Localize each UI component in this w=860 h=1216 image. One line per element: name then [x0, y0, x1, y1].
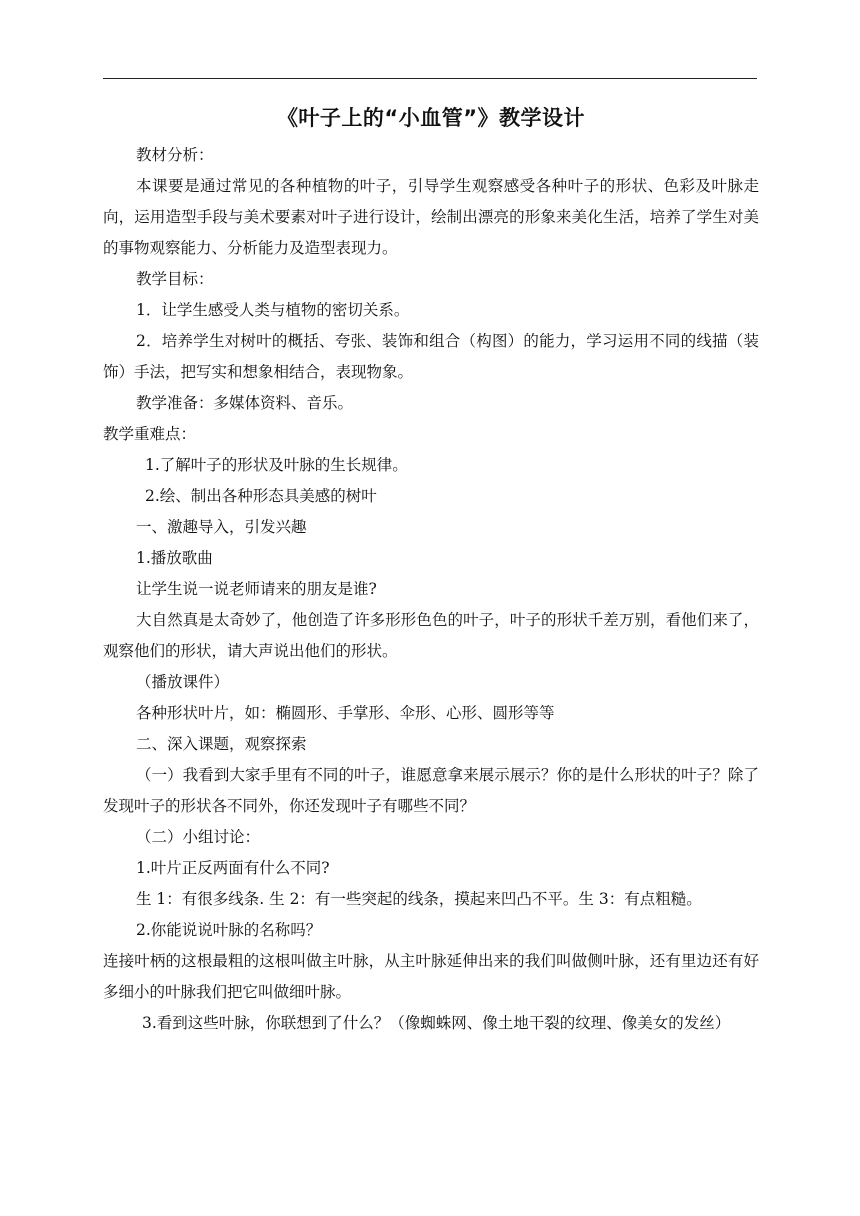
paragraph-group-discussion: （二）小组讨论：: [136, 828, 261, 846]
paragraph-key-point-1: 1.了解叶子的形状及叶脉的生长规律。: [145, 456, 408, 474]
document-body: [103, 100, 759, 1039]
paragraph-objectives-heading: 教学目标：: [136, 270, 214, 288]
paragraph-objective-2: 2．培养学生对树叶的概括、夸张、装饰和组合（构图）的能力，学习运用不同的线描（装饰）手法，把写实和想象相结合，表现物象。: [103, 332, 759, 381]
paragraph-play-song: 1.播放歌曲: [136, 549, 213, 567]
paragraph-section-1-heading: 一、激趣导入，引发兴趣: [136, 518, 307, 536]
paragraph-question-1: 1.叶片正反两面有什么不同?: [136, 859, 330, 877]
paragraph-question-3: 3.看到这些叶脉，你联想到了什么？（像蜘蛛网、像土地干裂的纹理、像美女的发丝）: [142, 1014, 731, 1032]
paragraph-vein-names: 连接叶柄的这根最粗的这根叫做主叶脉，从主叶脉延伸出来的我们叫做侧叶脉，还有里边还有好多细小的叶脉我们把它叫做细叶脉。: [103, 952, 759, 1001]
paragraph-leaf-shapes: 各种形状叶片，如：椭圆形、手掌形、伞形、心形、圆形等等: [136, 704, 555, 722]
paragraph-show-leaves: （一）我看到大家手里有不同的叶子，谁愿意拿来展示展示？你的是什么形状的叶子？除了发现叶子的形状各不同外，你还发现叶子有哪些不同？: [103, 766, 759, 815]
paragraph-nature-wonder: 大自然真是太奇妙了，他创造了许多形形色色的叶子，叶子的形状千差万别，看他们来了，观察他们的形状，请大声说出他们的形状。: [103, 611, 759, 660]
paragraph-textbook-analysis: 本课要是通过常见的各种植物的叶子，引导学生观察感受各种叶子的形状、色彩及叶脉走向，运用造型手段与美术要素对叶子进行设计，绘制出漂亮的形象来美化生活，培养了学生对美的事物观察能力、分析能力及造型表现力。: [103, 177, 759, 257]
paragraph-key-point-2: 2.绘、制出各种形态具美感的树叶: [145, 487, 377, 505]
paragraph-student-answers: 生 1：有很多线条. 生 2：有一些突起的线条，摸起来凹凸不平。生 3：有点粗糙。: [136, 890, 702, 908]
header-rule: [103, 78, 757, 79]
paragraph-question-2: 2.你能说说叶脉的名称吗？: [136, 921, 322, 939]
paragraph-ask-friend: 让学生说一说老师请来的朋友是谁?: [136, 580, 377, 598]
paragraph-textbook-analysis-heading: 教材分析：: [136, 146, 214, 164]
document-title: 《叶子上的“小血管”》教学设计: [276, 106, 586, 130]
paragraph-play-courseware: （播放课件）: [136, 673, 230, 691]
paragraph-key-points-heading: 教学重难点：: [103, 425, 197, 443]
paragraph-section-2-heading: 二、深入课题，观察探索: [136, 735, 307, 753]
paragraph-preparation: 教学准备：多媒体资料、音乐。: [136, 394, 354, 412]
paragraph-objective-1: 1．让学生感受人类与植物的密切关系。: [136, 301, 410, 319]
